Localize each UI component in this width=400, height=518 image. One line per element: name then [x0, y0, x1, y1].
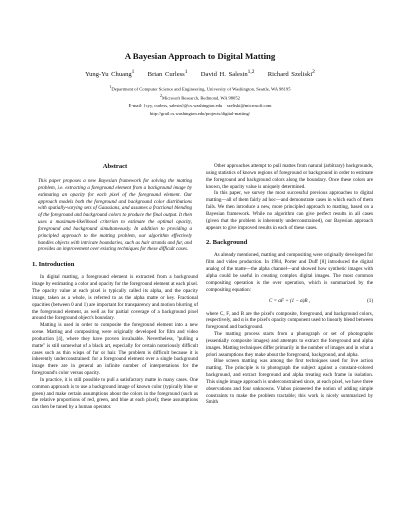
- author-2: Brian Curless$^1$: [147, 69, 188, 79]
- background-paragraph-1: As already mentioned, matting and compositing were originally developed for film and video production. In 1984, Porter and Duff [8] introduced the digital analog of the matte—the alpha channel—and showed how synthetic images with alpha could be useful in creating complex digital images. The most common compositing operation is the over operation, which is summarized by the compositing equation:: [206, 252, 373, 293]
- author-4: Richard Szeliski$^2$: [267, 69, 315, 79]
- email-line: E-mail: {cyy, curless, salesin}@cs.washington.edu szeliski@microsoft.com: [128, 103, 272, 109]
- intro-paragraph-1: In digital matting, a foreground element is extracted from a background image by estimating a color and opacity for the foreground element at each pixel. The opacity value at each pixel is typically called its alpha, and the opacity image, taken as a whole, is referred to as the alpha matte or key. Fractional opacities (between 0 and 1) are important for transparency and motion blurring of the foreground element, as well as for partial coverage of a background pixel around the foreground object's boundary.: [32, 274, 198, 322]
- intro-paragraph-3: In practice, it is still possible to pull a satisfactory matte in many cases. One common approach is to use a background image of known color (typically blue or green) and make certain assumptions about the colors in the foreground (such as the relative proportions of red, green, and blue at each pixel); these assumptions can then be tuned by a human operator.: [32, 376, 198, 411]
- equation-body: C = αF + (1 − α)B ,: [268, 297, 311, 304]
- affiliation-1: $^1$Department of Computer Science and Engineering, University of Washington, Seattle, WA 98195: [109, 85, 291, 92]
- intro-paragraph-2: Matting is used in order to composite the foreground element into a new scene. Matting and compositing were originally developed for film and video production [4], where they have proven invaluable. Nevertheless, "pulling a matte" is still somewhat of a black art, especially for certain notoriously difficult cases such as thin wisps of fur or hair. The problem is difficult because it is inherently underconstrained: for a foreground element over a single background image there are in general an infinite number of interpretations for the foreground's color versus opacity.: [32, 322, 198, 377]
- section-heading-introduction: 1. Introduction: [32, 261, 75, 269]
- section-heading-background: 2. Background: [206, 239, 248, 247]
- right-column: [206, 163, 373, 406]
- abstract-text: This paper proposes a new Bayesian framework for solving the matting problem, i.e. extracting a foreground element from a background image by estimating an opacity for each pixel of the foreground element. Our approach models both the foreground and background color distributions with spatially-varying sets of Gaussians, and assumes a fractional blending of the foreground and background colors to produce the final output. It then uses a maximum-likelihood criterion to estimate the optimal opacity, foreground and background simultaneously. In addition to providing a principled approach to the matting problem, our algorithm effectively handles objects with intricate boundaries, such as hair strands and fur, and provides an improvement over existing techniques for these difficult cases.: [38, 178, 192, 253]
- background-paragraph-2: where C, F, and B are the pixel's composite, foreground, and background colors, respectively, and α is the pixel's opacity component used to linearly blend between foreground and background.: [206, 310, 373, 331]
- affiliation-2: $^2$Microsoft Research, Redmond, WA 98052: [160, 94, 240, 101]
- abstract-heading: Abstract: [102, 163, 128, 170]
- background-paragraph-4: Blue screen matting was among the first techniques used for live action matting. The principle is to photograph the subject against a constant-colored background, and extract foreground and alpha treating each frame in isolation. This single image approach is underconstrained since, at each pixel, we have three observations and four unknowns. Vlahos pioneered the notion of adding simple constraints to make the problem tractable; this work is nicely summarized by Smith: [206, 358, 373, 406]
- intro-paragraph-5: In this paper, we survey the most successful previous approaches to digital matting—all of them fairly ad hoc—and demonstrate cases in which each of them fails. We then introduce a new, more principled approach to matting, based on a Bayesian framework. While no algorithm can give perfect results in all cases (given that the problem is inherently underconstrained), our Bayesian approach appears to give improved results in each of these cases.: [206, 190, 373, 231]
- background-paragraph-3: The matting process starts from a photograph or set of photographs (essentially composite images) and attempts to extract the foreground and alpha images. Matting techniques differ primarily in the number of images and in what a priori assumptions they make about the foreground, background, and alpha.: [206, 331, 373, 358]
- compositing-equation: [206, 298, 373, 306]
- left-column: [32, 163, 198, 411]
- project-url[interactable]: http://grail.cs.washington.edu/projects/digital-matting/: [149, 110, 251, 116]
- affiliations: [0, 84, 400, 117]
- intro-paragraph-4: Other approaches attempt to pull mattes from natural (arbitrary) backgrounds, using statistics of known regions of foreground or background in order to estimate the foreground and background colors along the boundary. Once these colors are known, the opacity value is uniquely determined.: [206, 163, 373, 190]
- author-list: [0, 69, 400, 78]
- paper-title: A Bayesian Approach to Digital Matting: [124, 51, 276, 61]
- author-1: Yung-Yu Chuang$^1$: [85, 69, 135, 79]
- author-3: David H. Salesin$^{1,2}$: [200, 69, 255, 79]
- equation-number: (1): [367, 297, 373, 304]
